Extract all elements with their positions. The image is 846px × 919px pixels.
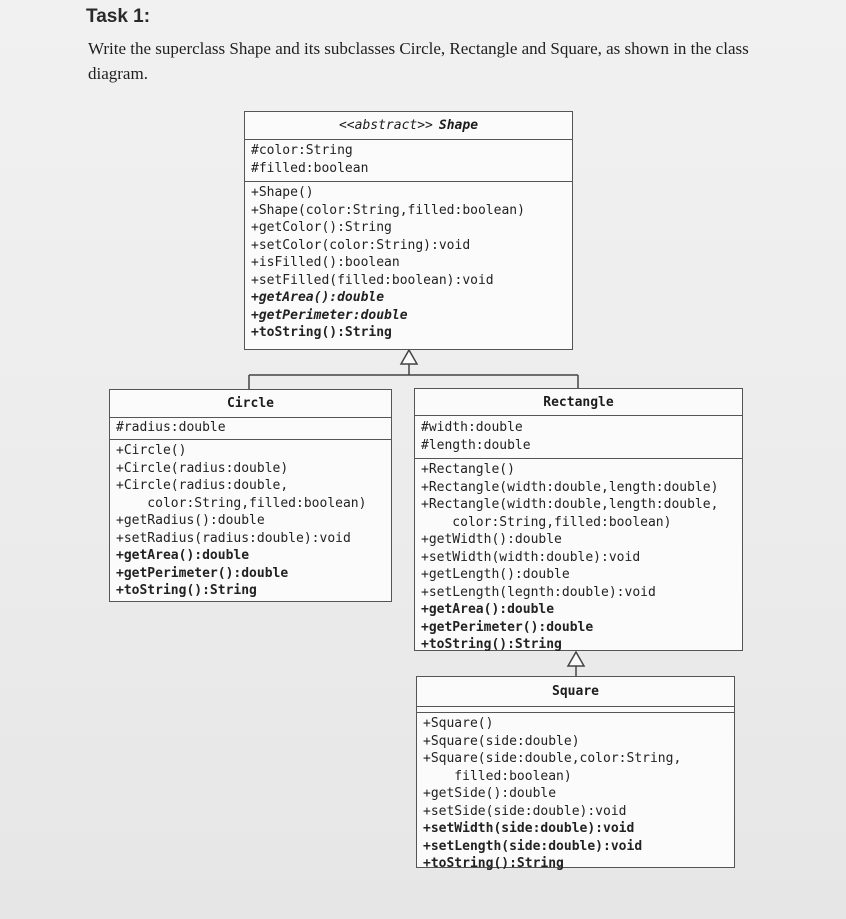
square-methods [417, 713, 734, 875]
shape-class-box [244, 111, 573, 350]
rectangle-method-line: +getPerimeter():double [421, 619, 594, 635]
circle-method-line: +setRadius(radius:double):void [116, 530, 351, 546]
shape-method-line: +Shape() [251, 185, 314, 200]
rectangle-attribute-line: #length:double [421, 437, 531, 453]
shape-class-title [245, 112, 572, 140]
shape-method-line: +isFilled():boolean [251, 255, 400, 270]
shape-generalization-arrow-icon [401, 350, 417, 364]
rectangle-method-line: +Rectangle(width:double,length:double, [421, 497, 719, 512]
circle-method-line: +Circle(radius:double) [116, 460, 289, 476]
circle-method-line: color:String,filled:boolean) [116, 495, 367, 511]
rectangle-attributes [415, 416, 742, 459]
square-class-box [416, 676, 735, 871]
circle-method-line: +Circle(radius:double, [116, 478, 289, 493]
square-method-line: +Square(side:double) [423, 733, 580, 749]
circle-method-line: +getArea():double [116, 548, 250, 563]
rectangle-method-line: +getArea():double [421, 602, 555, 617]
rectangle-method-line: +Rectangle(width:double,length:double) [421, 479, 719, 495]
shape-methods [245, 182, 572, 344]
shape-method-line: +getArea():double [251, 290, 385, 305]
shape-attributes [245, 140, 572, 182]
abstract-stereotype: <<abstract>> [338, 118, 433, 133]
square-method-line: +setLength(side:double):void [423, 838, 643, 854]
square-method-line: +getSide():double [423, 786, 557, 801]
shape-method-line: +setColor(color:String):void [251, 237, 471, 253]
rectangle-class-name: Rectangle [543, 394, 614, 410]
circle-method-line: +Circle() [116, 443, 187, 458]
rectangle-method-line: +getLength():double [421, 567, 570, 582]
shape-method-line: +Shape(color:String,filled:boolean) [251, 202, 525, 218]
square-method-line: filled:boolean) [423, 768, 572, 784]
circle-attribute-line: #radius:double [116, 420, 226, 435]
shape-method-line: +getPerimeter:double [251, 307, 408, 323]
circle-method-line: +getPerimeter():double [116, 565, 289, 581]
rectangle-methods [415, 459, 742, 656]
rectangle-method-line: +toString():String [421, 637, 562, 652]
rectangle-class-box [414, 388, 743, 651]
shape-attribute-line: #filled:boolean [251, 160, 369, 176]
circle-class-box [109, 389, 392, 602]
rectangle-attribute-line: #width:double [421, 420, 523, 435]
rectangle-method-line: +setWidth(width:double):void [421, 549, 641, 565]
task-description: Write the superclass Shape and its subclasses Circle, Rectangle and Square, as shown in the class diagram. [88, 39, 749, 83]
rectangle-class-title [415, 389, 742, 416]
square-method-line: +toString():String [423, 856, 564, 871]
circle-method-line: +getRadius():double [116, 513, 265, 528]
square-method-line: +setSide(side:double):void [423, 803, 627, 819]
circle-attributes [110, 418, 391, 440]
circle-class-title [110, 390, 391, 418]
square-method-line: +Square(side:double,color:String, [423, 751, 682, 766]
rectangle-method-line: +getWidth():double [421, 532, 562, 547]
rectangle-method-line: color:String,filled:boolean) [421, 514, 672, 530]
shape-method-line: +toString():String [251, 325, 392, 340]
square-method-line: +setWidth(side:double):void [423, 821, 635, 836]
shape-attribute-line: #color:String [251, 143, 353, 158]
shape-method-line: +getColor():String [251, 220, 392, 235]
circle-method-line: +toString():String [116, 583, 257, 598]
rectangle-method-line: +setLength(legnth:double):void [421, 584, 656, 600]
circle-class-name: Circle [227, 396, 274, 411]
circle-methods [110, 440, 391, 602]
square-class-name: Square [552, 684, 599, 699]
square-method-line: +Square() [423, 716, 494, 731]
rectangle-method-line: +Rectangle() [421, 462, 515, 477]
square-class-title [417, 677, 734, 707]
shape-class-name: Shape [438, 118, 479, 133]
shape-method-line: +setFilled(filled:boolean):void [251, 272, 494, 288]
task-heading: Task 1: [86, 6, 151, 27]
